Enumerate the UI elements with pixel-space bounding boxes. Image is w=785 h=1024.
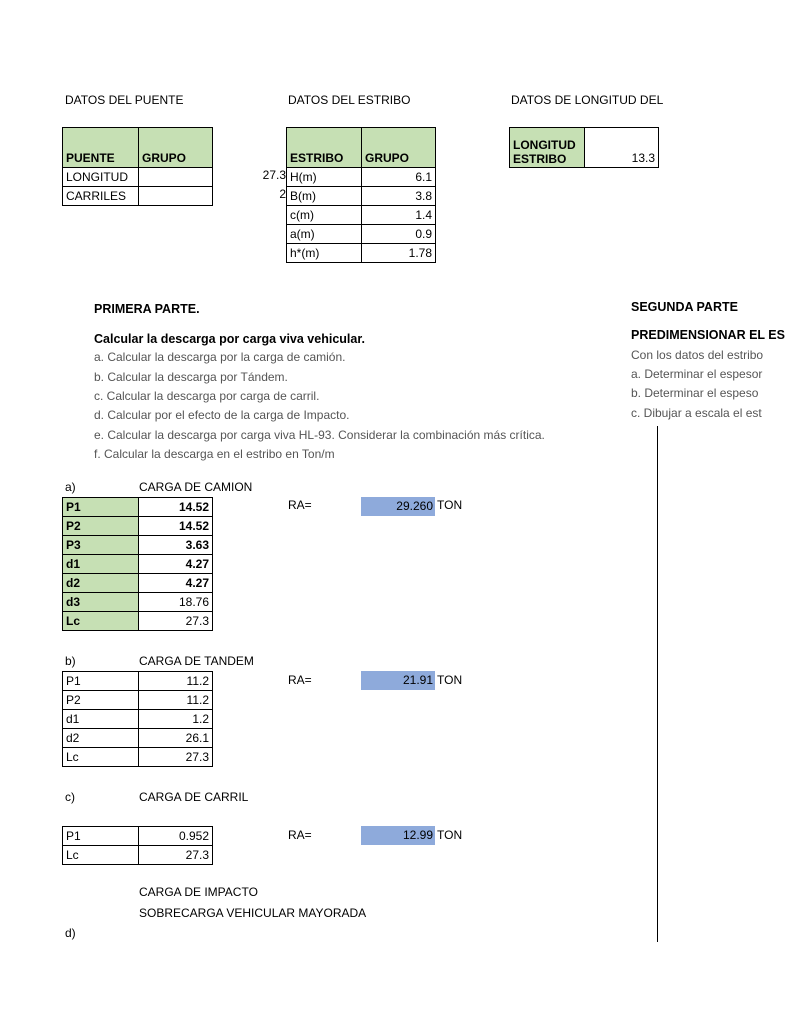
primera-item: a. Calcular la descarga por la carga de camión. xyxy=(94,350,346,364)
camion-row-label: P2 xyxy=(63,517,139,536)
segunda-item: b. Determinar el espeso xyxy=(631,386,759,400)
camion-row-label: d3 xyxy=(63,593,139,612)
tandem-ra-label: RA= xyxy=(288,673,312,687)
tandem-row-value[interactable]: 27.3 xyxy=(139,748,213,767)
primera-title: PRIMERA PARTE. xyxy=(94,302,200,316)
tandem-title: CARGA DE TANDEM xyxy=(139,654,254,668)
longitud-label-line2: ESTRIBO xyxy=(513,152,567,166)
primera-item: d. Calcular por el efecto de la carga de Impacto. xyxy=(94,408,350,422)
section-letter-c: c) xyxy=(65,790,75,804)
estribo-row-label: a(m) xyxy=(287,225,362,244)
carril-ra-label: RA= xyxy=(288,828,312,842)
tandem-row-value[interactable]: 26.1 xyxy=(139,729,213,748)
camion-ra-unit: TON xyxy=(437,498,463,512)
segunda-item: c. Dibujar a escala el est xyxy=(631,406,762,420)
tandem-row-label: d2 xyxy=(63,729,139,748)
puente-table xyxy=(62,127,213,206)
estribo-row-value[interactable]: 1.4 xyxy=(362,206,436,225)
section-letter-a: a) xyxy=(65,480,76,494)
camion-row-label: d2 xyxy=(63,574,139,593)
carril-row-value[interactable]: 27.3 xyxy=(139,846,213,865)
estribo-row-value[interactable]: 0.9 xyxy=(362,225,436,244)
longitud-estribo-label xyxy=(510,128,585,168)
impacto-subtitle: SOBRECARGA VEHICULAR MAYORADA xyxy=(139,906,367,920)
estribo-row-label: H(m) xyxy=(287,168,362,187)
camion-row-value[interactable]: 4.27 xyxy=(139,574,213,593)
tandem-table xyxy=(62,671,213,767)
puente-row-label: CARRILES xyxy=(63,187,139,206)
grupo-col-header: GRUPO xyxy=(139,128,213,168)
camion-ra-label: RA= xyxy=(288,498,312,512)
vertical-divider xyxy=(657,426,658,942)
estribo-table xyxy=(286,127,436,263)
tandem-row-label: P1 xyxy=(63,672,139,691)
camion-row-value[interactable]: 14.52 xyxy=(139,498,213,517)
header-datos-longitud: DATOS DE LONGITUD DEL xyxy=(511,93,664,107)
segunda-item: Con los datos del estribo xyxy=(631,348,764,362)
camion-row-value[interactable]: 14.52 xyxy=(139,517,213,536)
camion-row-label: P1 xyxy=(63,498,139,517)
estribo-row-label: h*(m) xyxy=(287,244,362,263)
tandem-row-label: Lc xyxy=(63,748,139,767)
camion-row-value[interactable]: 3.63 xyxy=(139,536,213,555)
camion-row-label: Lc xyxy=(63,612,139,631)
estribo-grupo-header: GRUPO xyxy=(362,128,436,168)
camion-row-value[interactable]: 27.3 xyxy=(139,612,213,631)
camion-row-value[interactable]: 4.27 xyxy=(139,555,213,574)
puente-row-value[interactable] xyxy=(139,187,213,206)
section-letter-d: d) xyxy=(65,926,76,940)
estribo-row-value[interactable]: 3.8 xyxy=(362,187,436,206)
camion-ra-value[interactable]: 29.260 xyxy=(361,497,435,516)
longitud-estribo-value[interactable]: 13.3 xyxy=(585,128,659,168)
camion-row-value[interactable]: 18.76 xyxy=(139,593,213,612)
primera-subtitle: Calcular la descarga por carga viva vehicular. xyxy=(94,332,365,346)
camion-title: CARGA DE CAMION xyxy=(139,480,253,494)
estribo-col-header: ESTRIBO xyxy=(287,128,362,168)
longitud-label-line1: LONGITUD xyxy=(513,138,576,152)
segunda-item: a. Determinar el espesor xyxy=(631,367,763,381)
section-letter-b: b) xyxy=(65,654,76,668)
estribo-row-value[interactable]: 1.78 xyxy=(362,244,436,263)
impacto-title: CARGA DE IMPACTO xyxy=(139,885,258,899)
longitud-table xyxy=(509,127,659,168)
tandem-row-label: d1 xyxy=(63,710,139,729)
estribo-row-value[interactable]: 6.1 xyxy=(362,168,436,187)
camion-row-label: P3 xyxy=(63,536,139,555)
camion-table xyxy=(62,497,213,631)
primera-item: e. Calcular la descarga por carga viva HL-93. Considerar la combinación más crítica. xyxy=(94,428,545,442)
tandem-row-value[interactable]: 1.2 xyxy=(139,710,213,729)
estribo-row-label: B(m) xyxy=(287,187,362,206)
segunda-subtitle: PREDIMENSIONAR EL ES xyxy=(631,328,785,342)
primera-item: b. Calcular la descarga por Tándem. xyxy=(94,370,288,384)
primera-item: c. Calcular la descarga por carga de carril. xyxy=(94,389,320,403)
tandem-row-value[interactable]: 11.2 xyxy=(139,691,213,710)
segunda-title: SEGUNDA PARTE xyxy=(631,300,738,314)
carril-table xyxy=(62,826,213,865)
tandem-row-value[interactable]: 11.2 xyxy=(139,672,213,691)
puente-col-header: PUENTE xyxy=(63,128,139,168)
tandem-ra-value[interactable]: 21.91 xyxy=(361,671,435,690)
camion-row-label: d1 xyxy=(63,555,139,574)
estribo-row-label: c(m) xyxy=(287,206,362,225)
carril-ra-unit: TON xyxy=(437,828,463,842)
header-datos-estribo: DATOS DEL ESTRIBO xyxy=(288,93,411,107)
tandem-row-label: P2 xyxy=(63,691,139,710)
carril-row-label: P1 xyxy=(63,827,139,846)
header-datos-puente: DATOS DEL PUENTE xyxy=(65,93,184,107)
puente-row-label: LONGITUD xyxy=(63,168,139,187)
carril-row-label: Lc xyxy=(63,846,139,865)
tandem-ra-unit: TON xyxy=(437,673,463,687)
carril-title: CARGA DE CARRIL xyxy=(139,790,249,804)
carril-ra-value[interactable]: 12.99 xyxy=(361,826,435,845)
primera-item: f. Calcular la descarga en el estribo en Ton/m xyxy=(94,447,335,461)
puente-row-value[interactable] xyxy=(139,168,213,187)
carriles-value[interactable]: 2 xyxy=(279,187,286,201)
longitud-value[interactable]: 27.3 xyxy=(262,168,286,182)
carril-row-value[interactable]: 0.952 xyxy=(139,827,213,846)
